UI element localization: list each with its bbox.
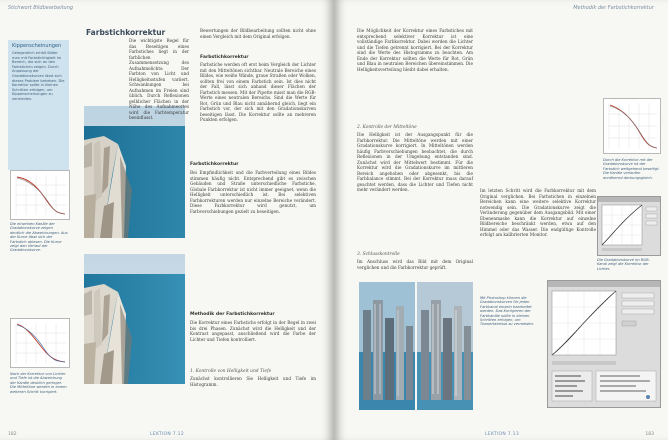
city-photo-top — [84, 106, 185, 238]
subhead-col2: Farbstichkorrektur — [200, 55, 249, 60]
left-header — [0, 0, 333, 12]
right-page — [335, 0, 668, 440]
left-running-head: Stichwort Bildbearbeitung — [8, 5, 74, 11]
right-ital-kontrolle: 2. Kontrolle der Mitteltöne — [357, 125, 417, 130]
sidebar-text: Gelegentlich erhält Bilder man mit Farbstichtigkeit im Bereich, die sich an den Farbstichen zeigen. Durch Anpassung der Gradationskurven lässt sich dieses Problem beheben. Die Korrektur sollte in kleinen Schritten erfolgen, um Kippenscheinungen zu vermeiden. — [12, 51, 65, 101]
graph-2-caption: Nach der Korrektur von Lichter und Tiefe ist die Abweichung der Kanäle deutlich geringer. Die Mitteltöne werden in einem weiteren Schritt korrigiert. — [10, 372, 67, 394]
subhead-methodik: Methodik der Farbstichkorrektur — [190, 312, 275, 317]
section-title: Farbstichkorrektur — [86, 28, 166, 37]
left-footer — [0, 430, 333, 440]
right-graph-caption: Durch die Korrektur mit der Gradationskurve ist der Farbstich weitgehend beseitigt. Die Kanäle verlaufen annähernd deckungsgleich. — [603, 158, 660, 180]
sidebar-box — [8, 40, 69, 170]
right-footer — [335, 430, 668, 440]
right-running-head: Methodik der Farbstichkorrektur — [573, 5, 654, 11]
subhead-korrektur: Farbstichkorrektur — [190, 162, 239, 167]
gradation-graph-right — [603, 98, 661, 154]
photo-before — [359, 282, 415, 410]
right-page-number: 183 — [645, 432, 654, 437]
gradation-graph-1 — [10, 170, 70, 220]
sidebar-title: Kippenscheinungen — [12, 43, 62, 49]
right-col-2-text-a: Im letzten Schritt wird die Farbkorrektur mit dem Original verglichen. Bei Farbstichen in einzelnen Bereichen kann eine weitere selektive Korrektur notwendig sein. Die Gradationskurve zeigt die Veränderung gegenüber dem Ausgangsbild. Mit einer Ebenenmaske kann die Korrektur auf einzelne Bildbereiche beschränkt werden, etwa auf den Himmel oder das Wasser. Die endgültige Kontrolle erfolgt am kalibrierten Monitor. — [480, 188, 596, 237]
photo-after — [417, 282, 473, 410]
right-col-1-text-a: Die Möglichkeit der Korrektur eines Farbstiches mit entsprechend selektiver Korrektur ist eine vollständige Farbkorrektur. Dabei werden die Lichter und die Tiefen getrennt korrigiert. Bei der Korrektur sind die Werte des Histogramms zu beachten. Am Ende der Korrektur sollten die Werte für Rot, Grün und Blau in neutralen Bereichen übereinstimmen. Die Helligkeitsverteilung bleibt dabei erhalten. — [357, 28, 473, 72]
right-chapter-label: LEKTION 7.13 — [485, 432, 519, 437]
left-page-number: 182 — [8, 432, 17, 437]
col-1-text-b: Bei Empfindlichkeit und die Farbverteilung eines Bildes stimmen häufig nicht. Entsprechend gibt es zwischen Gebäuden und Straße unterschiedliche Farbstiche. Globale Farbkorrektur ist nicht immer geeignet, wenn die Helligkeit unterschiedlich ist. Bei selektiven Farbkorrekturen werden nur einzelne Bereiche verändert. Diese Farbkorrektur wird genutzt, um Farbverschiebungen gezielt zu beseitigen. — [190, 170, 316, 214]
left-chapter-label: LEKTION 7.12 — [150, 432, 184, 437]
right-ital-schritt: 3. Schlusskontrolle — [357, 252, 400, 257]
right-col-1-text-c: Im Anschluss wird das Bild mit dem Original verglichen und die Farbkorrektur geprüft. — [357, 259, 473, 270]
col-1-text-c: Die Korrektur eines Farbstichs erfolgt in der Regel in zwei bis drei Phasen. Zunächst wird die Helligkeit und der Kontrast angepasst, anschließend wird die Farbe der Lichter und Tiefen kontrolliert. — [190, 320, 316, 342]
col-1-text-a: Die wichtigste Regel für das Beseitigen eines Farbstiches liegt in der farblichen Zusammensetzung des Aufnahmelichts: Der Farbton von Licht und Helligkeitsstufen variiert. Schwankungen bei Aufnahmen im Freien sind üblich. Durch Reflexionen gelblicher Flächen in der Nähe des Aufnahmeortes wird die Farbtemperatur beeinflusst. — [129, 38, 189, 120]
col-1-text-d: Zunächst kontrollieren Sie Helligkeit und Tiefe im Histogramm. — [190, 376, 316, 387]
col-2-text-a: Bewertungen der Bildbearbeitung sollten nicht ohne einen Vergleich mit dem Original erfolgen. — [200, 28, 316, 39]
graph-1-caption: Die einzelnen Kanäle der Gradationskurve zeigen deutlich die Abweichungen. Aus der Kurve lässt sich der Farbstich ablesen. Die Kurve zeigt den Verlauf der Gradationskurve. — [10, 222, 68, 253]
right-col-1-text-b: Die Helligkeit ist der Ausgangspunkt für die Farbkorrektur. Die Mitteltöne werden mit einer Gradationskurve korrigiert. In Mitteltönen werden häufig Farbverschiebungen beobachtet, die durch Reflexionen in der Umgebung entstanden sind. Zunächst wird der Mittelwert bestimmt. Für die Korrektur wird die Gradationskurve im mittleren Bereich angehoben oder abgesenkt, bis die Farbbalance stimmt. Bei der Korrektur muss darauf geachtet werden, dass die Lichter und Tiefen nicht mehr verändert werden. — [357, 132, 473, 192]
dialog-2-caption: Mit Photoshop können die Gradationskurven für jeden Farbkanal einzeln bearbeitet werden. Das Korrigieren der Farbkanäle sollte in kleinen Schritten erfolgen, um Tonwertabrisse zu vermeiden. — [480, 296, 535, 327]
curves-dialog-1 — [597, 196, 661, 256]
curves-dialog-2 — [547, 280, 661, 408]
col-2-text-b: Farbstiche werden oft erst beim Vergleich der Lichter mit den Mitteltönen sichtbar. Neutrale Bereiche eines Bildes, wie weiße Wände, graue Straßen oder Wolken, sollten frei von einem Farbstich sein. Ist dies nicht der Fall, lässt sich anhand dieser Flächen der Farbstich messen. Mit der Pipette misst man die RGB-Werte eines neutralen Bereichs. Sind die Werte für Rot, Grün und Blau nicht annähernd gleich, liegt ein Farbstich vor, der sich mit den Gradationskurven beseitigen lässt. Die Korrektur sollte an mehreren Punkten erfolgen. — [200, 62, 316, 122]
dialog-1-caption: Die Gradationskurve im RGB-Kanal zeigt die Korrektur der Lichter. — [597, 258, 650, 271]
gradation-graph-2 — [10, 318, 70, 368]
left-page — [0, 0, 333, 440]
city-photo-bottom — [84, 254, 185, 384]
right-header — [335, 0, 668, 12]
ital-kontrolle: 1. Kontrolle von Helligkeit und Tiefe — [190, 369, 272, 374]
